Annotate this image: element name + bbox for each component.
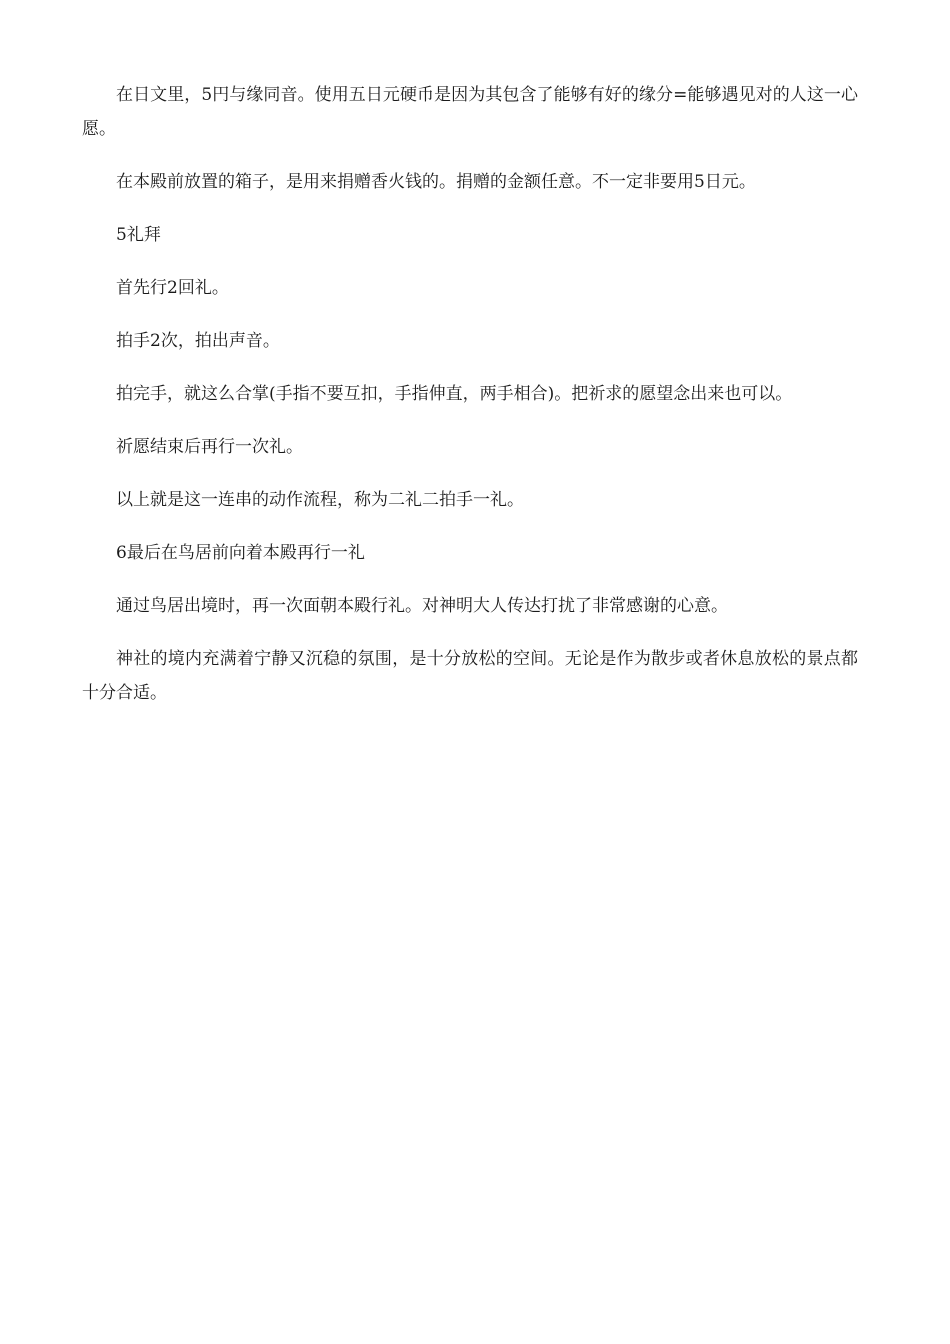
paragraph-exit-torii: 通过鸟居出境时，再一次面朝本殿行礼。对神明大人传达打扰了非常感谢的心意。: [116, 596, 728, 616]
document-body: [82, 78, 858, 729]
paragraph-offering-box: 在本殿前放置的箱子，是用来捐赠香火钱的。捐赠的金额任意。不一定非要用5日元。: [116, 172, 756, 192]
paragraph-clap-twice: 拍手2次，拍出声音。: [116, 331, 280, 351]
paragraph-shrine-atmosphere: 神社的境内充满着宁静又沉稳的氛围，是十分放松的空间。无论是作为散步或者休息放松的景点都十分合适。: [82, 649, 858, 703]
paragraph-ritual-summary: 以上就是这一连串的动作流程，称为二礼二拍手一礼。: [116, 490, 524, 510]
section-heading-worship: 5礼拜: [116, 225, 161, 245]
paragraph-bow-again: 祈愿结束后再行一次礼。: [116, 437, 303, 457]
section-heading-final-bow: 6最后在鸟居前向着本殿再行一礼: [116, 543, 365, 563]
paragraph-bow-twice: 首先行2回礼。: [116, 278, 229, 298]
paragraph-coin-meaning: 在日文里，5円与缘同音。使用五日元硬币是因为其包含了能够有好的缘分=能够遇见对的人这一心愿。: [82, 85, 858, 139]
paragraph-join-hands: 拍完手，就这么合掌(手指不要互扣，手指伸直，两手相合)。把祈求的愿望念出来也可以。: [116, 384, 793, 404]
